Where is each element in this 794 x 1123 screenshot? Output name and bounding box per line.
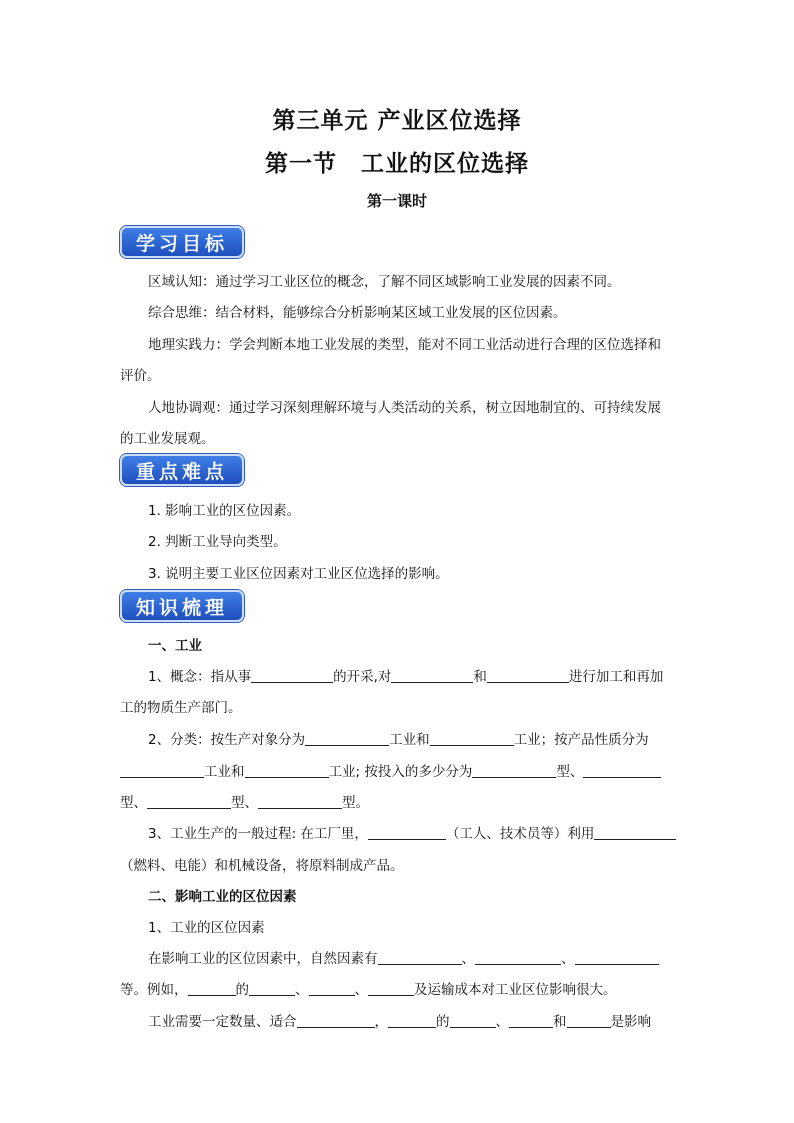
process-text: 3、工业生产的一般过程: 在工厂里， — [148, 826, 368, 842]
fill-blank[interactable] — [430, 731, 514, 746]
fill-blank[interactable] — [487, 668, 569, 683]
lesson-label: 第一课时 — [366, 192, 427, 210]
fill-blank[interactable] — [368, 825, 446, 840]
factors-text: 、 — [295, 982, 309, 998]
factors-text: 、 — [561, 951, 575, 967]
factors-text: 的 — [235, 982, 249, 998]
factors-text: 工业需要一定数量、适合 — [148, 1014, 297, 1030]
factors-text: 在影响工业的区位因素中，自然因素有 — [148, 951, 378, 967]
fill-blank[interactable] — [368, 981, 414, 996]
classification-text: 型、 — [120, 795, 147, 811]
fill-blank[interactable] — [251, 668, 333, 683]
classification-text: 工业和 — [389, 732, 430, 748]
fill-blank[interactable] — [594, 825, 676, 840]
unit-title: 第三单元 产业区位选择 — [272, 108, 522, 134]
fill-blank[interactable] — [147, 794, 231, 809]
classification-line-2 — [120, 760, 661, 780]
classification-text: 2、分类：按生产对象分为 — [148, 732, 306, 748]
objectives-badge: 学习目标 — [120, 226, 244, 258]
key-point-2: 2. 判断工业导向类型。 — [148, 534, 287, 550]
natural-factors-line-2 — [120, 978, 617, 998]
classification-text: 型。 — [342, 795, 369, 811]
process-text: （工人、技术员等）利用 — [445, 826, 595, 842]
factors-text: ， — [374, 1014, 388, 1030]
fill-blank[interactable] — [297, 1013, 375, 1028]
process-line-cont: （燃料、电能）和机械设备，将原料制成产品。 — [120, 858, 404, 874]
objective-thinking: 综合思维：结合材料，能够综合分析影响某区域工业发展的区位因素。 — [148, 305, 567, 321]
factors-text: 、 — [495, 1014, 509, 1030]
objective-harmony-cont: 的工业发展观。 — [120, 431, 215, 447]
key-point-3: 3. 说明主要工业区位因素对工业区位选择的影响。 — [148, 566, 449, 582]
fill-blank[interactable] — [391, 668, 473, 683]
factors-text: 是影响 — [610, 1014, 651, 1030]
classification-line — [148, 728, 649, 748]
factors-text: 、 — [461, 951, 475, 967]
objective-harmony: 人地协调观：通过学习深刻理解环境与人类活动的关系，树立因地制宜的、可持续发展 — [148, 400, 661, 416]
classification-text: 工业; 按投入的多少分为 — [328, 764, 473, 780]
knowledge-badge: 知识梳理 — [120, 590, 244, 622]
fill-blank[interactable] — [258, 794, 342, 809]
fill-blank[interactable] — [583, 763, 661, 778]
fill-blank[interactable] — [305, 731, 389, 746]
factors-text: 及运输成本对工业区位影响很大。 — [414, 982, 617, 998]
factors-text: 、 — [354, 982, 368, 998]
fill-blank[interactable] — [309, 981, 355, 996]
fill-blank[interactable] — [472, 763, 556, 778]
fill-blank[interactable] — [188, 981, 236, 996]
concept-text: 的开采,对 — [333, 669, 392, 685]
fill-blank[interactable] — [388, 1013, 436, 1028]
key-point-1: 1. 影响工业的区位因素。 — [148, 503, 301, 519]
fill-blank[interactable] — [378, 950, 462, 965]
fill-blank[interactable] — [120, 763, 204, 778]
process-line — [148, 822, 676, 842]
classification-text: 工业和 — [204, 764, 245, 780]
classification-text: 型、 — [556, 764, 584, 780]
concept-line-cont: 工的物质生产部门。 — [120, 700, 242, 716]
subsection-factors: 1、工业的区位因素 — [148, 920, 265, 936]
factors-text: 和 — [553, 1014, 567, 1030]
concept-line — [148, 665, 663, 685]
concept-text: 和 — [473, 669, 487, 685]
fill-blank[interactable] — [450, 1013, 496, 1028]
section-title: 第一节 工业的区位选择 — [265, 151, 529, 177]
objective-practice: 地理实践力：学会判断本地工业发展的类型，能对不同工业活动进行合理的区位选择和 — [148, 337, 661, 353]
fill-blank[interactable] — [245, 763, 329, 778]
concept-text: 进行加工和再加 — [568, 669, 664, 685]
labor-factors-line — [148, 1010, 651, 1030]
natural-factors-line — [148, 947, 659, 967]
key-points-badge: 重点难点 — [120, 454, 244, 486]
fill-blank[interactable] — [567, 1013, 611, 1028]
section-location-factors: 二、影响工业的区位因素 — [148, 889, 297, 905]
fill-blank[interactable] — [509, 1013, 553, 1028]
classification-line-3 — [120, 791, 369, 811]
fill-blank[interactable] — [475, 950, 561, 965]
factors-text: 的 — [436, 1014, 450, 1030]
fill-blank[interactable] — [575, 950, 659, 965]
classification-text: 型、 — [231, 795, 258, 811]
objective-regional: 区域认知：通过学习工业区位的概念，了解不同区域影响工业发展的因素不同。 — [148, 274, 621, 290]
objective-practice-cont: 评价。 — [120, 368, 161, 384]
classification-text: 工业；按产品性质分为 — [513, 732, 649, 748]
fill-blank[interactable] — [249, 981, 295, 996]
concept-text: 1、概念：指从事 — [148, 669, 252, 685]
factors-text: 等。例如， — [120, 982, 188, 998]
section-industry: 一、工业 — [148, 638, 202, 654]
